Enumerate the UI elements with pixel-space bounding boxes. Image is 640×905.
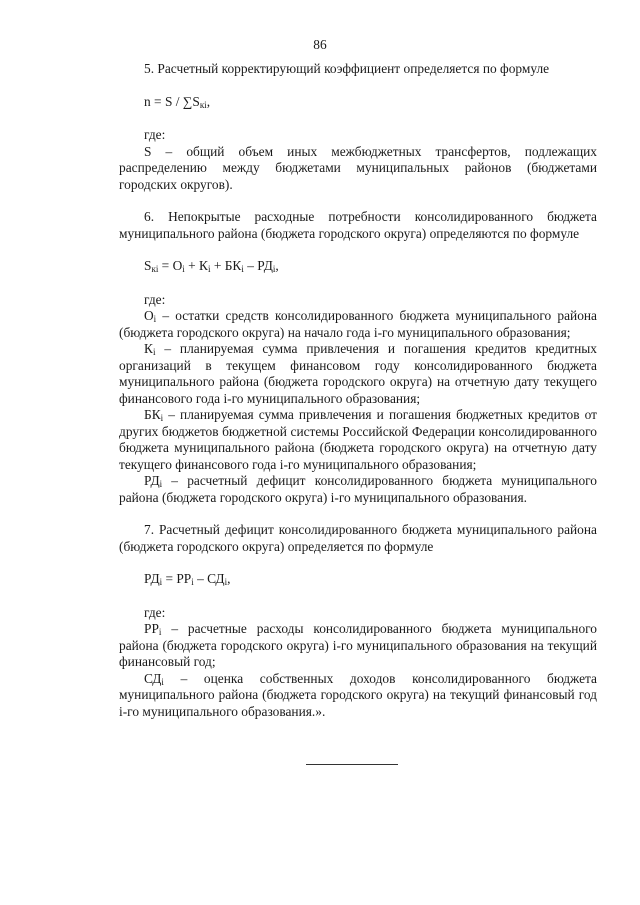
closing-rule — [306, 764, 398, 765]
formula-rdi: $РД_i = РР_i - СД_i$, — [144, 571, 231, 587]
definition-rri: $РР_i$ – расчетные расходы консолидированного бюджета муниципального района (бюджета городского округа) i-го муниципального образования на текущий финансовый год; — [119, 621, 597, 669]
formula-ski: $S_{кi} = О_i + К_i + БК_i - РД_i$, — [144, 258, 279, 274]
where-label: где: — [144, 604, 166, 620]
section-5-heading: 5. Расчетный корректирующий коэффициент определяется по формуле — [144, 61, 550, 76]
page-number: 86 — [313, 37, 327, 52]
section-7-heading: 7. Расчетный дефицит консолидированного бюджета муниципального района (бюджета городского округа) определяется по формуле — [119, 522, 597, 554]
definition-oi: $О_i$ – остатки средств консолидированного бюджета муниципального района (бюджета городского округа) на начало года i-го муниципального образования; — [119, 308, 597, 340]
definition-sdi: $СД_i$ – оценка собственных доходов консолидированного бюджета муниципального района (бюджета городского округа) на текущий финансовый год i-го муниципального образования.». — [119, 670, 597, 719]
definition-rdi: $РД_i$ – расчетный дефицит консолидированного бюджета муниципального района (бюджета городского округа) i-го муниципального образования. — [119, 473, 597, 505]
document-body — [119, 61, 597, 720]
definition-ki: $К_i$ – планируемая сумма привлечения и погашения кредитов кредитных организаций в текущем финансовом году консолидированного бюджета муниципального района (бюджета городского округа) на отчетную дату текущего финансового года i-го муниципального образования; — [119, 341, 597, 406]
definition-bki: $БК_i$ – планируемая сумма привлечения и погашения бюджетных кредитов от других бюджетов бюджетной системы Российской Федерации консолидированного бюджета муниципального района (бюджета городского округа) на отчетную дату текущего финансового года i-го муниципального образования; — [119, 407, 597, 472]
definition-s: S – общий объем иных межбюджетных трансфертов, подлежащих распределению между бюджетами муниципальных районов (бюджетами городских округов). — [119, 143, 597, 192]
formula-n: $n = S / \sum S_{кi}$, — [144, 93, 211, 110]
where-label: где: — [144, 127, 166, 142]
where-label: где: — [144, 291, 166, 307]
section-6-heading: 6. Непокрытые расходные потребности консолидированного бюджета муниципального района (бюджета городского округа) определяются по формуле — [119, 209, 597, 241]
